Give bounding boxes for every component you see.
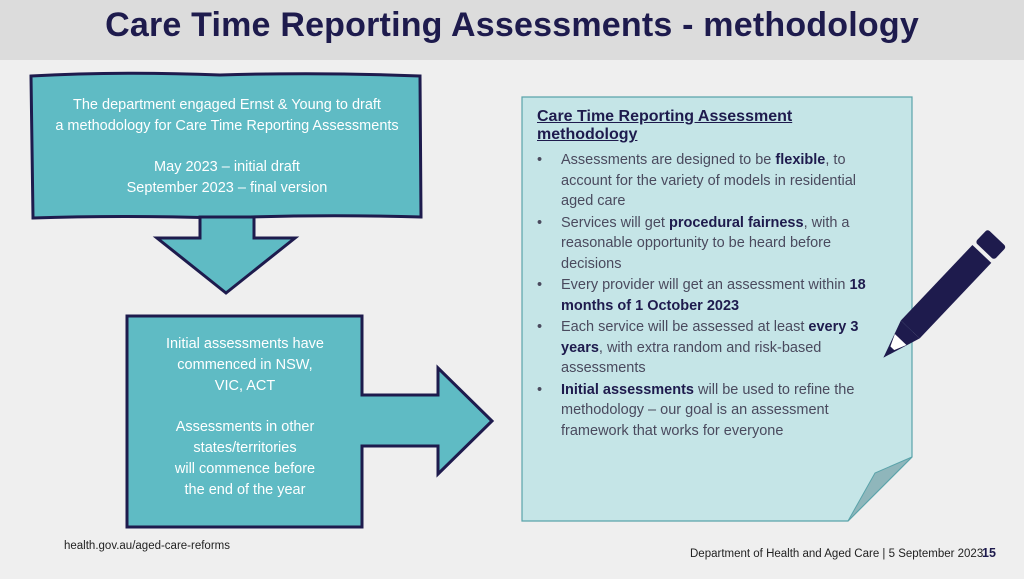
- bottom-box-text: [140, 334, 350, 501]
- top-box-text: [36, 95, 418, 199]
- footer-org-date: Department of Health and Aged Care | 5 September 2023: [690, 548, 984, 560]
- list-item: • Initial assessments will be used to refine the methodology – our goal is an assessment framework that works for everyone: [537, 381, 855, 439]
- bottom-box-line: commenced in NSW,: [177, 357, 313, 373]
- bottom-box-line: Initial assessments have: [166, 336, 324, 352]
- bottom-box-line: the end of the year: [184, 482, 306, 498]
- top-box-line: a methodology for Care Time Reporting Assessments: [55, 118, 399, 134]
- list-item: • Each service will be assessed at least every 3 years, with extra random and risk-based assessments: [537, 319, 859, 376]
- down-arrow-shape: [157, 217, 295, 293]
- bullet-icon: •: [537, 152, 543, 168]
- bullet-icon: •: [537, 319, 543, 335]
- note-title: Care Time Reporting Assessment methodology: [537, 108, 793, 143]
- top-box-line: The department engaged Ernst & Young to draft: [73, 97, 381, 113]
- bottom-box-line: states/territories: [193, 440, 297, 456]
- footer-url: health.gov.au/aged-care-reforms: [64, 540, 230, 552]
- bottom-box-line: VIC, ACT: [214, 378, 276, 394]
- top-box-line: September 2023 – final version: [126, 180, 328, 196]
- bullet-icon: •: [537, 214, 543, 231]
- page-number: 15: [982, 546, 996, 560]
- top-box-line: May 2023 – initial draft: [154, 159, 300, 175]
- list-item: • Every provider will get an assessment within 18 months of 1 October 2023: [537, 277, 866, 314]
- bullet-icon: •: [537, 277, 543, 293]
- note-list: [537, 150, 882, 442]
- bottom-box-line: Assessments in other: [175, 419, 315, 435]
- list-item: • Assessments are designed to be flexible, to account for the variety of models in residential aged care: [537, 152, 856, 209]
- slide-title: Care Time Reporting Assessments - methodology: [105, 6, 919, 44]
- list-item: • Services will get procedural fairness, with a reasonable opportunity to be heard before decisions: [537, 214, 850, 272]
- bullet-icon: •: [537, 381, 543, 398]
- bottom-box-line: will commence before: [174, 461, 316, 477]
